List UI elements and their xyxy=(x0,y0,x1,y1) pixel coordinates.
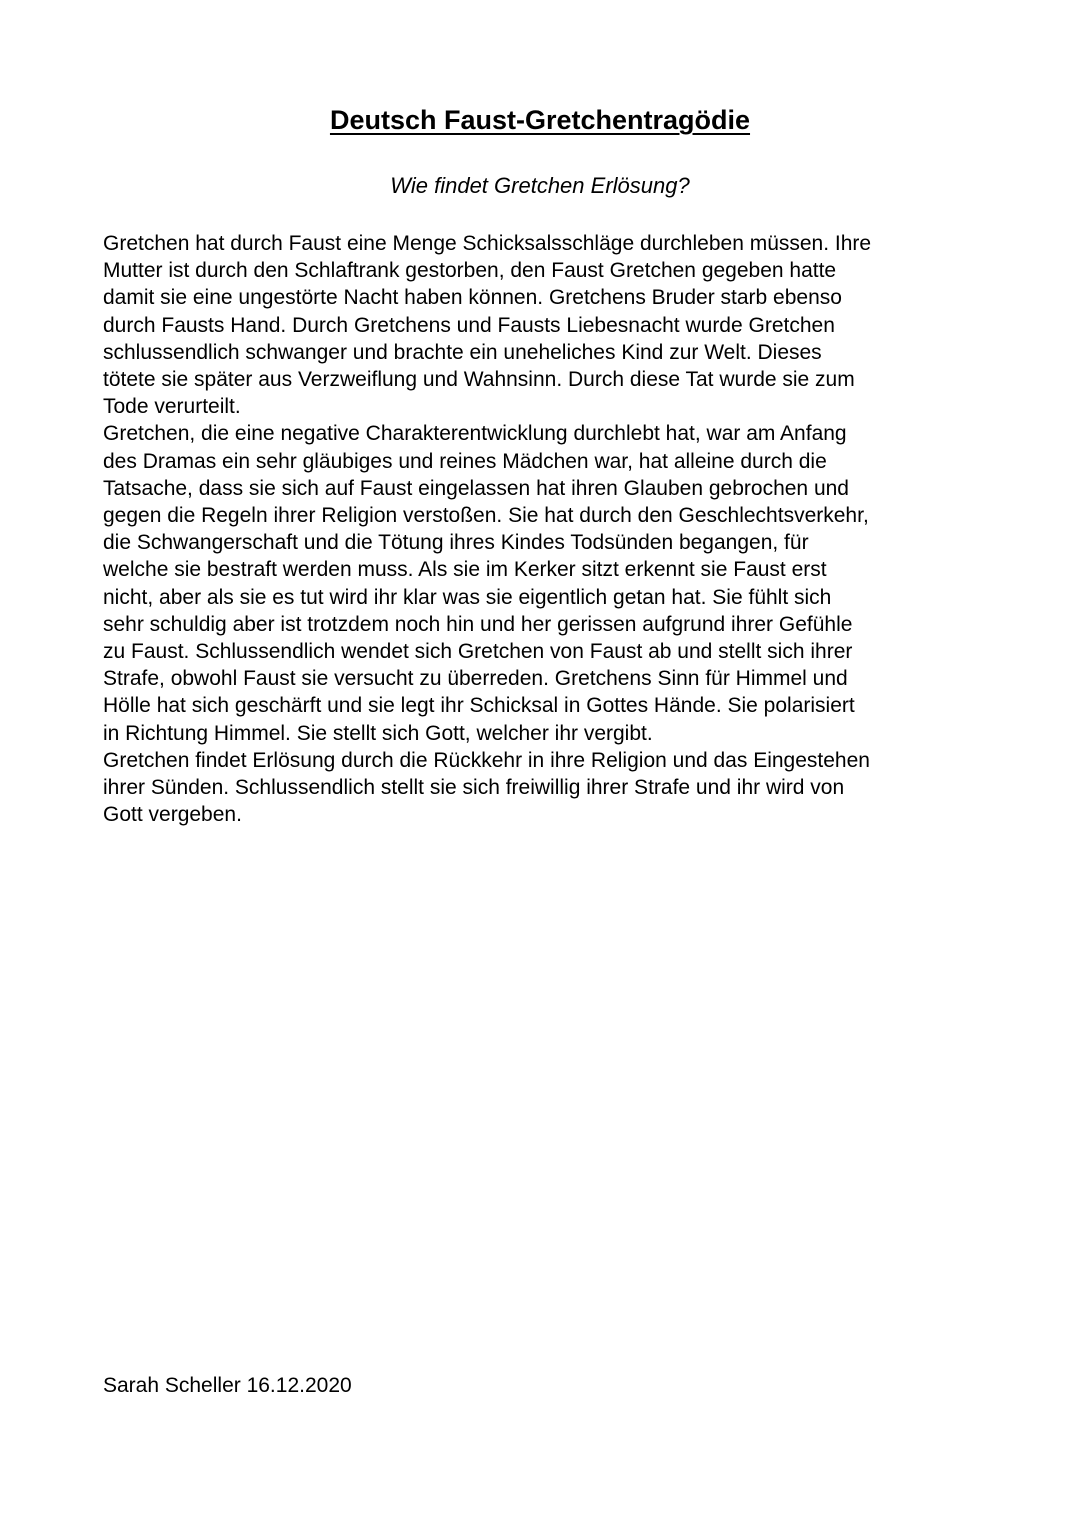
text-line: sehr schuldig aber ist trotzdem noch hin und her gerissen aufgrund ihrer Gefühle xyxy=(103,612,853,636)
text-line: damit sie eine ungestörte Nacht haben können. Gretchens Bruder starb ebenso xyxy=(103,286,842,310)
text-line: welche sie bestraft werden muss. Als sie im Kerker sitzt erkennt sie Faust erst xyxy=(103,558,827,582)
text-line: Strafe, obwohl Faust sie versucht zu überreden. Gretchens Sinn für Himmel und xyxy=(103,667,848,691)
text-line: die Schwangerschaft und die Tötung ihres Kindes Todsünden begangen, für xyxy=(103,531,809,555)
text-line: in Richtung Himmel. Sie stellt sich Gott, welcher ihr vergibt. xyxy=(103,721,653,745)
text-line: zu Faust. Schlussendlich wendet sich Gretchen von Faust ab und stellt sich ihrer xyxy=(103,640,853,664)
document-title-text: Deutsch Faust-Gretchentragödie xyxy=(329,105,751,135)
text-line: Hölle hat sich geschärft und sie legt ihr Schicksal in Gottes Hände. Sie polarisiert xyxy=(103,694,855,718)
text-line: Gretchen hat durch Faust eine Menge Schicksalsschläge durchleben müssen. Ihre xyxy=(103,232,872,255)
text-line: ihrer Sünden. Schlussendlich stellt sie sich freiwillig ihrer Strafe und ihr wird von xyxy=(103,776,845,800)
text-line: des Dramas ein sehr gläubiges und reines Mädchen war, hat alleine durch die xyxy=(103,449,827,473)
author-signature: Sarah Scheller 16.12.2020 xyxy=(103,1374,352,1397)
text-line: Gretchen findet Erlösung durch die Rückkehr in ihre Religion und das Eingestehen xyxy=(103,748,870,772)
text-line: durch Fausts Hand. Durch Gretchens und Fausts Liebesnacht wurde Gretchen xyxy=(103,313,835,337)
text-line: nicht, aber als sie es tut wird ihr klar was sie eigentlich getan hat. Sie fühlt sich xyxy=(103,585,832,609)
text-line: Tode verurteilt. xyxy=(103,395,241,419)
document-title xyxy=(0,102,1080,138)
body-text xyxy=(103,230,983,828)
text-line: schlussendlich schwanger und brachte ein uneheliches Kind zur Welt. Dieses xyxy=(103,340,822,364)
text-line: Gretchen, die eine negative Charakterentwicklung durchlebt hat, war am Anfang xyxy=(103,422,847,446)
text-line: Mutter ist durch den Schlaftrank gestorben, den Faust Gretchen gegeben hatte xyxy=(103,259,837,283)
text-line: Tatsache, dass sie sich auf Faust eingelassen hat ihren Glauben gebrochen und xyxy=(103,476,849,500)
text-line: gegen die Regeln ihrer Religion verstoßen. Sie hat durch den Geschlechtsverkehr, xyxy=(103,504,869,528)
document-subtitle: Wie findet Gretchen Erlösung? xyxy=(390,173,690,198)
text-line: Gott vergeben. xyxy=(103,803,242,827)
text-line: tötete sie später aus Verzweiflung und Wahnsinn. Durch diese Tat wurde sie zum xyxy=(103,368,855,392)
